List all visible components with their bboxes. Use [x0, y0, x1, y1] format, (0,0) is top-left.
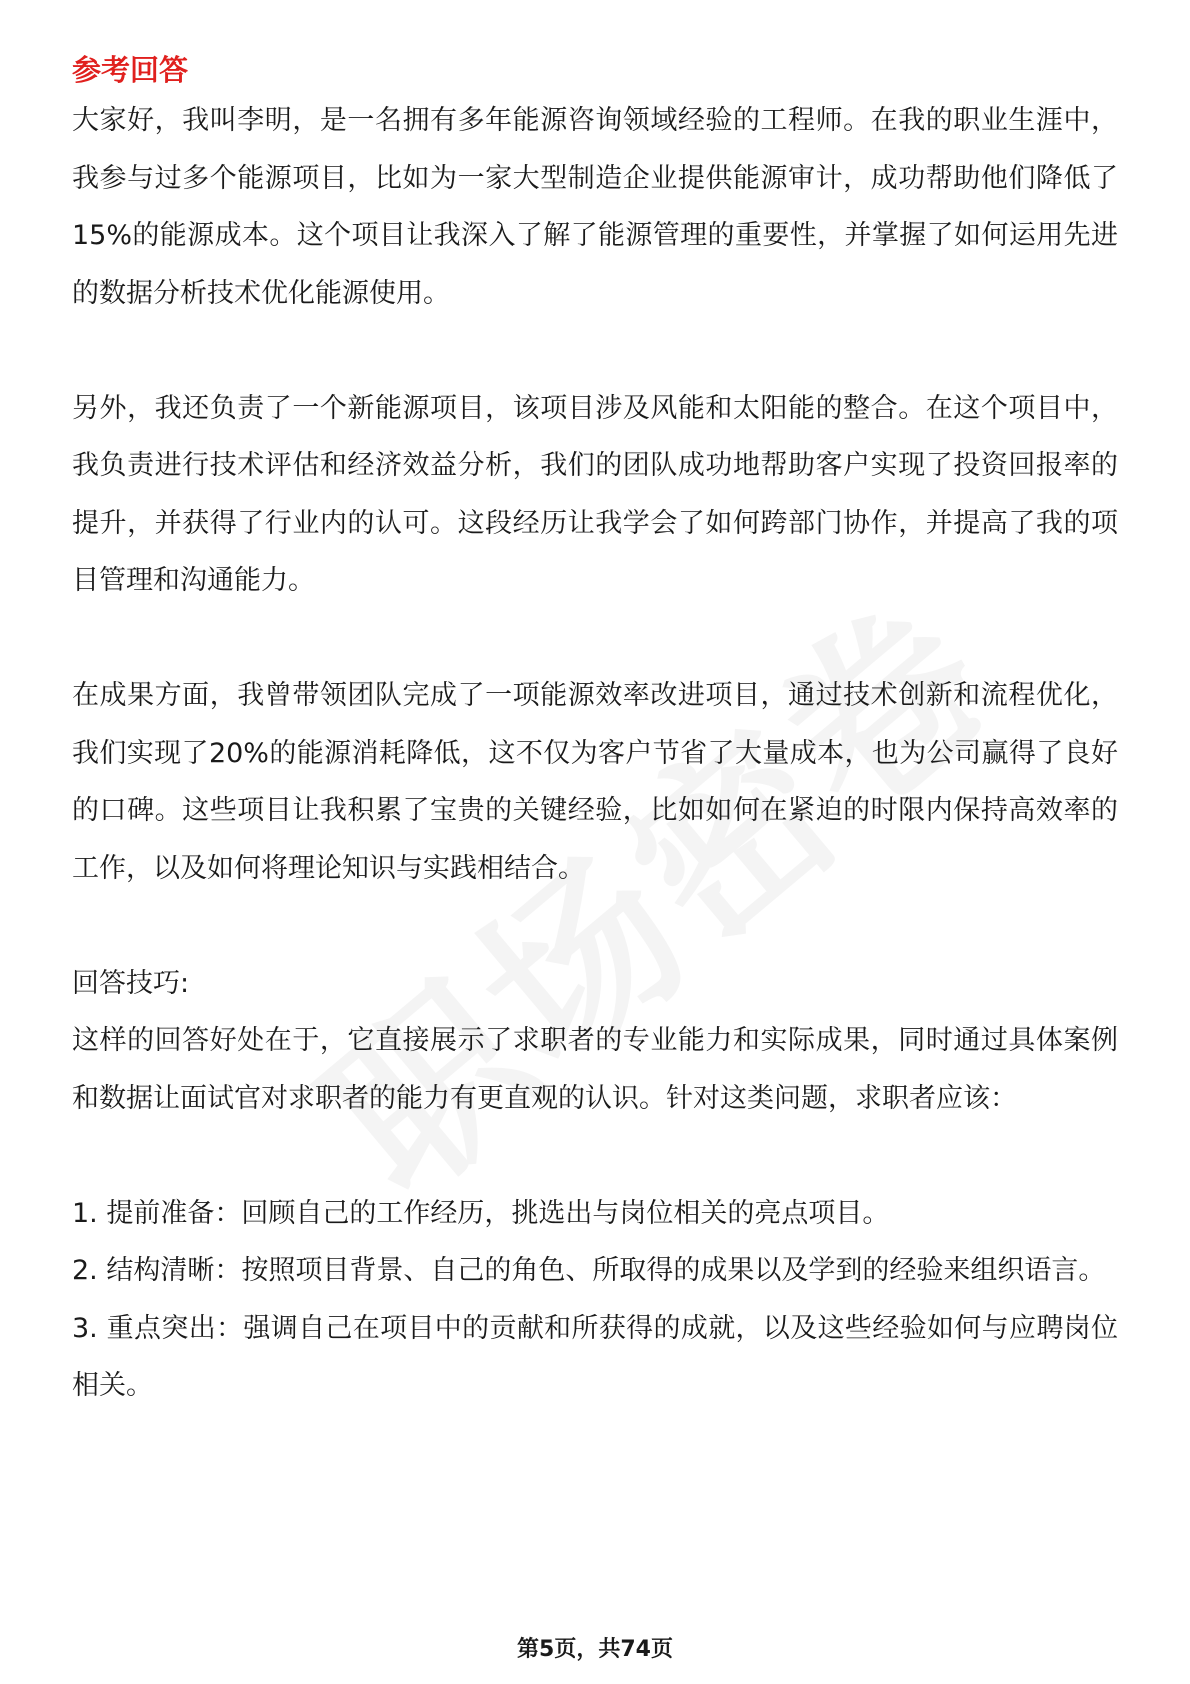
page-content [72, 48, 1118, 1415]
tip-item-1: 1. 提前准备：回顾自己的工作经历，挑选出与岗位相关的亮点项目。 [72, 1197, 890, 1229]
page-number-footer: 第5页，共74页 [517, 1637, 673, 1662]
paragraph-spacer [72, 1127, 1118, 1185]
paragraph-spacer [72, 610, 1118, 668]
tips-intro: 这样的回答好处在于，它直接展示了求职者的专业能力和实际成果，同时通过具体案例和数据让面试官对求职者的能力有更直观的认识。针对这类问题，求职者应该： [72, 1025, 1118, 1114]
paragraph-spacer [72, 897, 1118, 955]
answer-paragraph-3: 在成果方面，我曾带领团队完成了一项能源效率改进项目，通过技术创新和流程优化，我们实现了20%的能源消耗降低，这不仅为客户节省了大量成本，也为公司赢得了良好的口碑。这些项目让我积累了宝贵的关键经验，比如如何在紧迫的时限内保持高效率的工作，以及如何将理论知识与实践相结合。 [72, 680, 1118, 884]
tips-title: 回答技巧: [72, 967, 190, 999]
answer-paragraph-1: 大家好，我叫李明，是一名拥有多年能源咨询领域经验的工程师。在我的职业生涯中，我参与过多个能源项目，比如为一家大型制造企业提供能源审计，成功帮助他们降低了15%的能源成本。这个项目让我深入了解了能源管理的重要性，并掌握了如何运用先进的数据分析技术优化能源使用。 [72, 105, 1118, 309]
paragraph-spacer [72, 322, 1118, 380]
tip-item-3: 3. 重点突出：强调自己在项目中的贡献和所获得的成就，以及这些经验如何与应聘岗位相关。 [72, 1312, 1118, 1401]
section-heading: 参考回答 [72, 53, 189, 87]
tip-item-2: 2. 结构清晰：按照项目背景、自己的角色、所取得的成果以及学到的经验来组织语言。 [72, 1255, 1106, 1286]
answer-paragraph-2: 另外，我还负责了一个新能源项目，该项目涉及风能和太阳能的整合。在这个项目中，我负责进行技术评估和经济效益分析，我们的团队成功地帮助客户实现了投资回报率的提升，并获得了行业内的认可。这段经历让我学会了如何跨部门协作，并提高了我的项目管理和沟通能力。 [72, 392, 1118, 596]
